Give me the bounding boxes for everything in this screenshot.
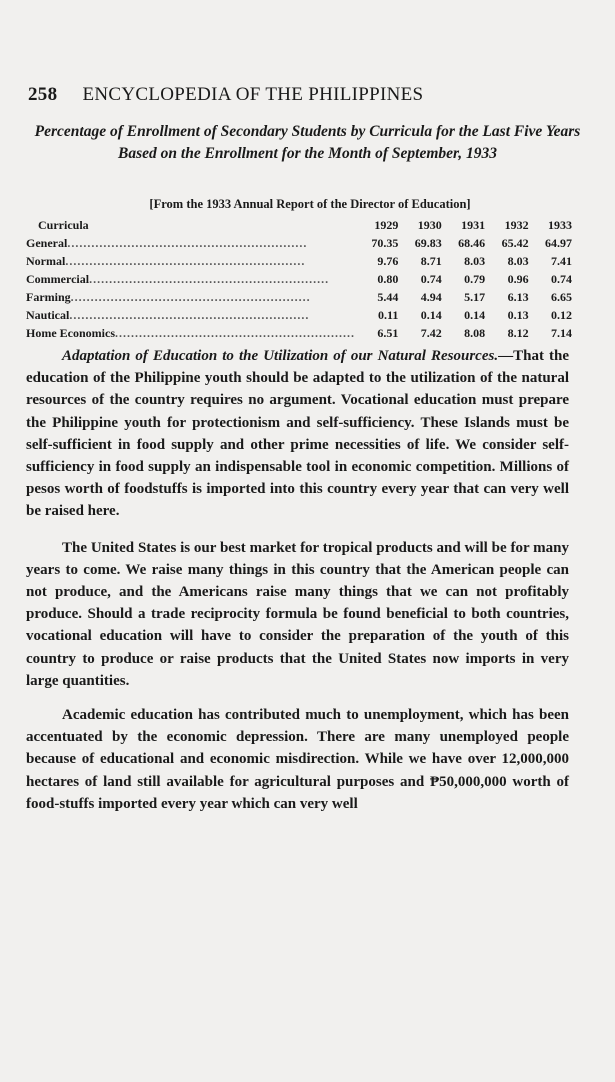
curriculum-cell	[26, 306, 355, 324]
leader-dots: ............................................................	[115, 325, 355, 340]
percentage-cell: 5.44	[377, 289, 399, 304]
percentage-cell: 8.12	[507, 325, 529, 340]
running-header	[28, 84, 423, 106]
percentage-cell: 7.41	[551, 253, 572, 268]
curriculum-cell	[26, 252, 355, 270]
leader-dots: ............................................................	[89, 271, 330, 286]
leader-dots: ............................................................	[69, 307, 310, 322]
percentage-cell: 69.83	[414, 235, 442, 250]
percentage-cell: 8.03	[507, 253, 529, 268]
curriculum-name: General	[26, 235, 68, 250]
percentage-cell: 0.14	[464, 307, 486, 322]
column-header: 1932	[504, 217, 529, 232]
column-header: Curricula	[38, 217, 89, 232]
percentage-cell: 0.74	[551, 271, 572, 286]
body-text	[26, 345, 569, 827]
percentage-cell: 70.35	[371, 235, 399, 250]
paragraph-text: Academic education has contributed much to unemployment, which has been accentuated by the economic depression. There are many unemployed people because of educational and economic misdirection. While we have over 12,000,000 hectares of land still available for agricultural purposes and ₱50,000,000 worth of food-stuffs imported every year which can very well	[26, 707, 569, 812]
table-row	[26, 234, 572, 252]
page-number: 258	[28, 84, 58, 105]
percentage-cell: 0.12	[551, 307, 572, 322]
source-note: [From the 1933 Annual Report of the Director of Education]	[149, 197, 471, 211]
percentage-cell: 6.65	[551, 289, 572, 304]
percentage-cell: 0.80	[377, 271, 399, 286]
table-row	[26, 324, 572, 342]
percentage-cell: 8.03	[464, 253, 486, 268]
paragraph	[26, 537, 569, 692]
paragraph-text: —That the education of the Philippine youth should be adapted to the utilization of the natural resources of the country requires no argument. Vocational education must prepare the Philippine youth for protectionism and self-sufficiency. These Islands must be self-sufficient in food supply and other prime necessities of life. We consider self-sufficiency in food supply an indispensable tool in economic competition. Millions of pesos worth of foodstuffs is imported into this country every year that can very well be raised here.	[26, 348, 569, 520]
percentage-cell: 9.76	[377, 253, 399, 268]
paragraph-text: The United States is our best market for tropical products and will be for many years to come. We raise many things in this country that the American people can not produce, and the Americans raise many things that we can not profitably produce. Should a trade reciprocity formula be found beneficial to both countries, vocational education will have to consider the preparation of the youth of this country to produce or raise products that the United States now imports in very large quantities.	[26, 539, 569, 689]
section-heading: Adaptation of Education to the Utilization of our Natural Resources.	[62, 348, 499, 364]
curriculum-name: Nautical	[26, 307, 70, 322]
leader-dots: ............................................................	[67, 235, 308, 250]
column-header: 1933	[548, 217, 572, 232]
table-row	[26, 270, 572, 288]
enrollment-table	[26, 216, 572, 342]
percentage-cell: 64.97	[545, 235, 572, 250]
percentage-cell: 0.74	[420, 271, 442, 286]
column-header: 1929	[374, 217, 399, 232]
table-body	[26, 234, 572, 342]
curriculum-name: Commercial	[26, 271, 90, 286]
table-title: Percentage of Enrollment of Secondary Students by Curricula for the Last Five Years Based on the Enrollment for the Month of September, 1933	[34, 123, 581, 162]
percentage-cell: 0.96	[507, 271, 529, 286]
percentage-cell: 7.14	[551, 325, 572, 340]
paragraph	[26, 345, 569, 523]
curriculum-cell	[26, 270, 355, 288]
table-row	[26, 288, 572, 306]
column-header: 1930	[417, 217, 442, 232]
curriculum-cell	[26, 324, 355, 342]
running-title: ENCYCLOPEDIA OF THE PHILIPPINES	[82, 84, 424, 105]
percentage-cell: 0.11	[378, 307, 399, 322]
percentage-cell: 7.42	[420, 325, 442, 340]
curriculum-name: Farming	[26, 289, 71, 304]
leader-dots: ............................................................	[70, 289, 311, 304]
column-header: 1931	[461, 217, 486, 232]
curriculum-cell	[26, 288, 355, 306]
percentage-cell: 0.14	[420, 307, 442, 322]
curriculum-name: Normal	[26, 253, 66, 268]
percentage-cell: 8.08	[464, 325, 486, 340]
table-row	[26, 306, 572, 324]
percentage-cell: 5.17	[464, 289, 486, 304]
paragraph	[26, 704, 569, 815]
percentage-cell: 65.42	[501, 235, 529, 250]
curriculum-name: Home Economics	[26, 325, 115, 340]
percentage-cell: 4.94	[420, 289, 442, 304]
percentage-cell: 68.46	[458, 235, 486, 250]
table-header-row	[26, 216, 572, 234]
leader-dots: ............................................................	[65, 253, 306, 268]
curriculum-cell	[26, 234, 355, 252]
table-row	[26, 252, 572, 270]
percentage-cell: 8.71	[420, 253, 442, 268]
percentage-cell: 6.51	[377, 325, 399, 340]
percentage-cell: 0.13	[507, 307, 529, 322]
percentage-cell: 0.79	[464, 271, 486, 286]
percentage-cell: 6.13	[507, 289, 529, 304]
